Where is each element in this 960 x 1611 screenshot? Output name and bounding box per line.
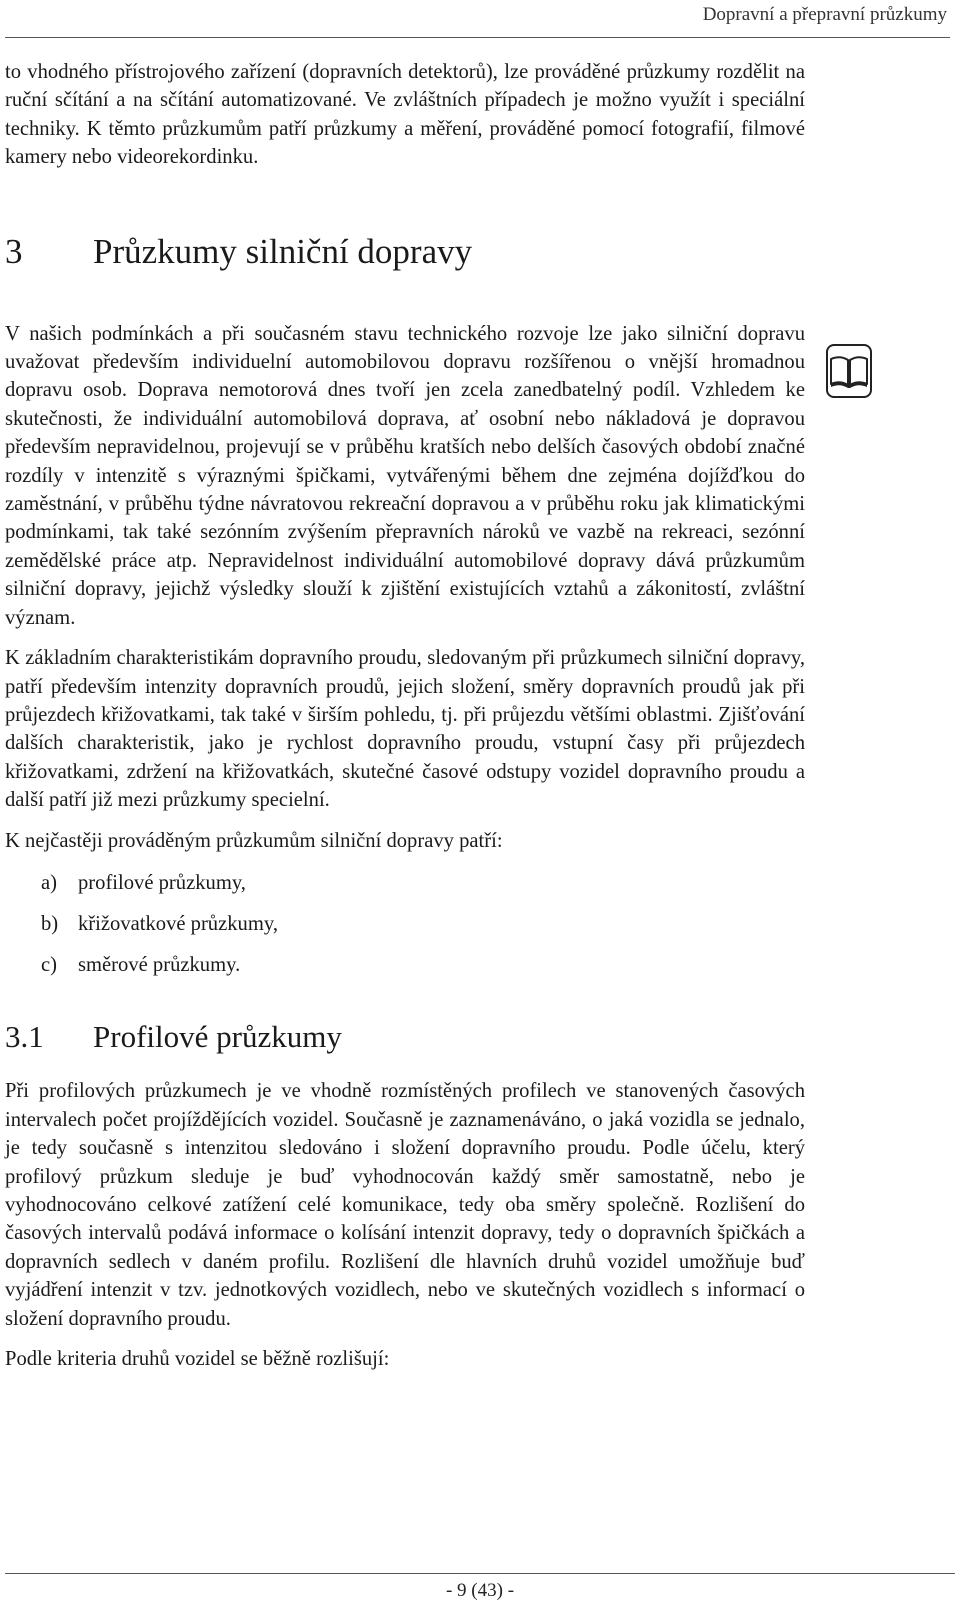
list-item-text: profilové průzkumy, (78, 871, 246, 894)
page-body (5, 58, 805, 1373)
list-item (41, 910, 805, 938)
list-item-text: křižovatkové průzkumy, (78, 912, 278, 935)
section-3-paragraph-2: K základním charakteristikám dopravního proudu, sledovaným při průzkumech silniční dopravy, patří především intenzity dopravních proudů, jejich složení, směry dopravních proudů jak při průjezdech křižovatkami, tak také v širším pohledu, tj. při průjezdu většími oblastmi. Zjišťování dalších charakteristik, jako je rychlost dopravního proudu, vstupní časy při průjezdech křižovatkami, zdržení na křižovatkách, skutečné časové odstupy vozidel dopravního proudu a další patří již mezi průzkumy specielní. (5, 647, 805, 812)
footer-divider (5, 1573, 955, 1574)
list-item (41, 951, 805, 979)
section-3-1-heading (5, 1017, 805, 1057)
list-item (41, 869, 805, 897)
list-item-text: směrové průzkumy. (78, 953, 241, 976)
list-marker: c) (41, 953, 57, 976)
section-3-number: 3 (5, 231, 23, 271)
section-3-paragraph-1: V našich podmínkách a při současném stavu technického rozvoje lze jako silniční dopravu uvažovat především individuelní automobilovou dopravu rozšířenou o vnější hromadnou dopravu osob. Doprava nemotorová dnes tvoří jen zcela zanedbatelný podíl. Vzhledem ke skutečnosti, že individuální automobilová doprava, ať osobní nebo nákladová je dopravou především nepravidelnou, projevují se v průběhu kratších nebo delších časových období značné rozdíly v intenzitě s výraznými špičkami, vytvářenými během dne zejména dojížďkou do zaměstnání, v průběhu týdne návratovou rekreační dopravou a v průběhu roku jak klimatickými podmínkami, tak také sezónním zvýšením přepravních nároků ve vazbě na rekreaci, sezónní zemědělské práce atp. Nepravidelnost individuální automobilové dopravy dává průzkumům silniční dopravy, jejichž výsledky slouží k zjištění existujících vztahů a zákonitostí, zvláštní význam. (5, 322, 805, 629)
survey-types-list (5, 869, 805, 979)
page-number: - 9 (43) - (445, 1580, 515, 1601)
header-divider (5, 37, 950, 38)
section-3-heading (5, 230, 805, 274)
list-marker: a) (41, 871, 57, 894)
header-title: Dopravní a přepravní průzkumy (702, 4, 947, 25)
section-3-1-paragraph-2: Podle kriteria druhů vozidel se běžně rozlišují: (5, 1348, 390, 1370)
section-3-title: Průzkumy silniční dopravy (93, 231, 473, 271)
section-3-1-paragraph-1: Při profilových průzkumech je ve vhodně rozmístěných profilech ve stanovených časových intervalech počet projíždějících vozidel. Současně je zaznamenáváno, o jaká vozidla se jednalo, je tedy současně s intenzitou sledováno i složení dopravního proudu. Podle účelu, který profilový průzkum sleduje je buď vyhodnocován každý směr samostatně, nebo je vyhodnocováno celkové zatížení celé komunikace, tedy oba směry společně. Rozlišení do časových intervalů podává informace o kolísání intenzit dopravy, tedy o dopravních špičkách a dopravních sedlech v daném profilu. Rozlišení dle hlavních druhů vozidel umožňuje buď vyjádření intenzit v tzv. jednotkových vozidlech, nebo ve skutečných vozidlech s informací o složení dopravního proudu. (5, 1080, 805, 1330)
section-3-1-number: 3.1 (5, 1019, 44, 1055)
open-book-icon (826, 344, 872, 398)
section-3-paragraph-3: K nejčastěji prováděným průzkumům silniční dopravy patří: (5, 829, 503, 852)
intro-paragraph: to vhodného přístrojového zařízení (dopravních detektorů), lze prováděné průzkumy rozdělit na ruční sčítání a na sčítání automatizované. Ve zvláštních případech je možno využít i speciální techniky. K těmto průzkumům patří průzkumy a měření, prováděné pomocí fotografií, filmové kamery nebo videorekordinku. (5, 61, 805, 169)
section-3-1-title: Profilové průzkumy (93, 1019, 342, 1055)
running-header (0, 0, 955, 30)
list-marker: b) (41, 912, 59, 935)
